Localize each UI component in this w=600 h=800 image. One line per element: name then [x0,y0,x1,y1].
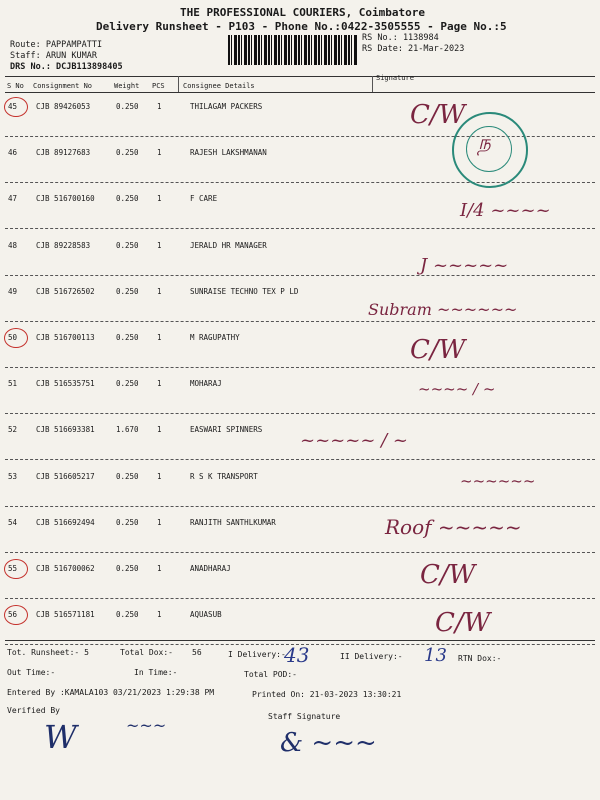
row-consignment-no: CJB 516692494 [36,517,95,527]
col-divider [178,76,179,92]
row-consignee: EASWARI SPINNERS [190,425,263,435]
row-consignee: AQUASUB [190,610,222,620]
row-consignment-no: CJB 516726502 [36,286,95,296]
handwritten-cw: C/W [410,100,466,130]
row-sno: 54 [8,517,18,527]
row-divider [5,552,595,553]
row-pcs: 1 [157,333,162,342]
row-sno: 45 [8,102,18,111]
row-sno: 51 [8,379,18,389]
red-circle-mark [4,328,28,348]
row-consignee: M RAGUPATHY [190,333,240,342]
col-signature: Signature [376,74,414,82]
signature-scribble: I/4 ~~~~ [460,200,551,221]
row-sno: 52 [8,425,18,435]
tot-runsheet: Tot. Runsheet:- 5 [7,648,89,657]
row-weight: 1.670 [116,425,139,435]
row-consignment-no: CJB 89426053 [36,102,91,111]
row-weight: 0.250 [116,194,139,204]
staff-signature-label: Staff Signature [268,712,341,721]
table-row [0,327,600,373]
row-weight: 0.250 [116,240,139,250]
signature-scribble: Subram ~~~~~~ [368,300,518,319]
signature-scribble: ~~~~~ / ~ [300,430,408,451]
col-consignment: Consignment No [33,82,93,90]
col-divider [372,76,373,92]
row-weight: 0.250 [116,102,139,111]
row-consignee: JERALD HR MANAGER [190,240,267,250]
row-consignee: THILAGAM PACKERS [190,102,263,111]
red-circle-mark [4,97,28,117]
row-pcs: 1 [157,102,162,111]
handwritten-cw: C/W [420,560,476,590]
row-pcs: 1 [157,379,162,389]
signature-scribble: Roof ~~~~~ [385,515,522,539]
row-consignment-no: CJB 516693381 [36,425,95,435]
verifier-signature: W [44,718,77,756]
row-consignee: RANJITH SANTHLKUMAR [190,517,276,527]
row-sno: 55 [8,564,18,573]
row-weight: 0.250 [116,564,139,573]
entered-by: Entered By :KAMALA103 03/21/2023 1:29:38 PM [7,688,215,697]
row-consignment-no: CJB 516700160 [36,194,95,204]
total-dox-value: 56 [192,648,202,657]
row-consignment-no: CJB 516535751 [36,379,95,389]
row-sno: 56 [8,610,18,620]
i-delivery-label: I Delivery:- [228,650,286,659]
row-divider [5,321,595,322]
signature-scribble: J ~~~~~ [420,255,509,276]
row-weight: 0.250 [116,379,139,389]
row-sno: 47 [8,194,18,204]
signature-scribble: ~~~~ / ~ [418,380,496,398]
ii-delivery-value: 13 [424,645,447,666]
row-pcs: 1 [157,471,162,481]
row-consignment-no: CJB 516700062 [36,564,95,573]
i-delivery-value: 43 [284,643,310,667]
route-label: Route: PAPPAMPATTI [10,40,103,50]
row-weight: 0.250 [116,333,139,342]
row-divider [5,506,595,507]
rs-number: RS No.: 1138984 [362,33,439,43]
out-time-label: Out Time:- [7,668,56,677]
total-dox-label: Total Dox:- [120,648,173,657]
table-row [0,373,600,419]
handwritten-cw: C/W [410,335,466,365]
col-weight: Weight [114,82,140,90]
row-weight: 0.250 [116,610,139,620]
verified-by-label: Verified By [7,706,60,715]
row-consignee: ANADHARAJ [190,564,231,573]
table-row [0,235,600,281]
rtn-dox-label: RTN Dox:- [458,654,502,663]
row-divider [5,228,595,229]
row-sno: 53 [8,471,18,481]
table-top-border [5,76,595,77]
row-weight: 0.250 [116,148,139,158]
row-divider [5,598,595,599]
row-sno: 46 [8,148,18,158]
row-consignee: RAJESH LAKSHMANAN [190,148,267,158]
row-consignment-no: CJB 89228583 [36,240,91,250]
row-pcs: 1 [157,610,162,620]
row-consignee: SUNRAISE TECHNO TEX P LD [190,286,299,296]
col-sno: S No [7,82,24,90]
signature-scribble: ~~~~~~ [460,472,536,490]
header-bottom-border [5,92,595,93]
row-weight: 0.250 [116,471,139,481]
row-consignment-no: CJB 516571181 [36,610,95,620]
row-sno: 49 [8,286,18,296]
row-pcs: 1 [157,517,162,527]
row-weight: 0.250 [116,517,139,527]
col-consignee: Consignee Details [183,82,255,90]
handwritten-cw: C/W [435,608,491,638]
row-divider [5,413,595,414]
signature-scribble: ந [478,130,491,154]
rs-date: RS Date: 21-Mar-2023 [362,44,465,54]
row-divider [5,459,595,460]
total-pod-label: Total POD:- [244,670,297,679]
row-consignee: MOHARAJ [190,379,222,389]
red-circle-mark [4,559,28,579]
table-row [0,558,600,604]
staff-label: Staff: ARUN KUMAR [10,51,97,61]
barcode [228,35,358,65]
row-consignment-no: CJB 516700113 [36,333,95,342]
row-pcs: 1 [157,240,162,250]
row-consignment-no: CJB 516605217 [36,471,95,481]
red-circle-mark [4,605,28,625]
row-sno: 48 [8,240,18,250]
row-consignment-no: CJB 89127683 [36,148,91,158]
row-pcs: 1 [157,564,162,573]
company-title: THE PROFESSIONAL COURIERS, Coimbatore [180,6,426,19]
in-time-label: In Time:- [134,668,178,677]
ii-delivery-label: II Delivery:- [340,652,403,661]
runsheet-subtitle: Delivery Runsheet - P103 - Phone No.:0422-3505555 - Page No.:5 [96,20,507,33]
verifier-signature: ~~~ [126,716,167,735]
col-pcs: PCS [152,82,165,90]
row-pcs: 1 [157,194,162,204]
table-bottom-border [5,640,595,641]
row-sno: 50 [8,333,18,342]
row-weight: 0.250 [116,286,139,296]
staff-signature: & ~~~ [280,728,377,758]
row-pcs: 1 [157,286,162,296]
row-pcs: 1 [157,148,162,158]
row-divider [5,367,595,368]
drs-number: DRS No.: DCJB113898405 [10,62,123,72]
row-pcs: 1 [157,425,162,435]
printed-on: Printed On: 21-03-2023 13:30:21 [252,690,402,699]
row-consignee: R S K TRANSPORT [190,471,258,481]
row-consignee: F CARE [190,194,218,204]
